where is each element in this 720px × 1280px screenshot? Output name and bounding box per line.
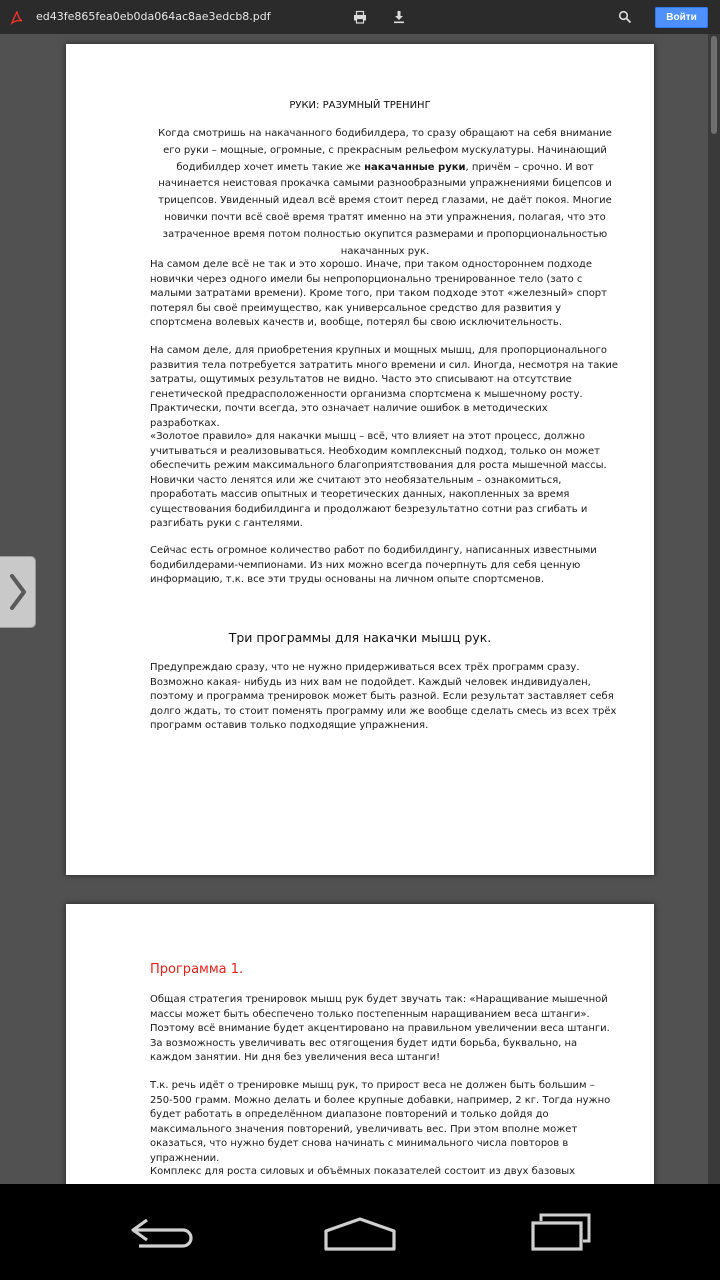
scrollbar[interactable] bbox=[708, 34, 720, 1184]
pdf-file-icon bbox=[10, 10, 24, 24]
home-icon bbox=[322, 1211, 398, 1253]
paragraph: Общая стратегия тренировок мышц рук будет звучать так: «Наращивание мышечной массы может быть обеспечено только постепенным наращиванием веса штанги». Поэтому всё внимание будет акцентировано на правильном увеличении веса штанги. За возможность увеличивать вес отягощения будет идти борьба, буквально, на каждом занятии. Ни дня без увеличения веса штанги! bbox=[150, 994, 610, 1063]
paragraph: На самом деле, для приобретения крупных и мощных мышц, для пропорционального развития тела потребуется затратить много времени и сил. Иногда, несмотря на такие затраты, ощутимых результатов не видно. Часто это списывают на отсутствие генетической предрасположенности организма спортсмена к мышечному росту. Практически, почти всегда, это означает наличие ошибок в методических разработках. bbox=[150, 345, 619, 429]
document-filename: ed43fe865fea0eb0da064ac8ae3edcb8.pdf bbox=[36, 10, 271, 23]
recent-apps-button[interactable] bbox=[520, 1204, 600, 1260]
print-icon bbox=[353, 10, 367, 24]
search-button[interactable] bbox=[616, 8, 634, 26]
signin-button[interactable]: Войти bbox=[655, 7, 708, 28]
paragraph: Предупреждаю сразу, что не нужно придерживаться всех трёх программ сразу. Возможно какая- нибудь из них вам не подойдет. Каждый человек индивидуален, поэтому и программа тренировок может быть разной. Если результат заставляет себя долго ждать, то стоит поменять программу или же вообще сделать смесь из всех трёх программ оставив только подходящие упражнения. bbox=[150, 662, 617, 731]
section-heading: Три программы для накачки мышц рук. bbox=[228, 630, 492, 645]
paragraph: Т.к. речь идёт о тренировке мышц рук, то прирост веса не должен быть большим – 250-500 грамм. Можно делать и более крупные добавки, например, 2 кг. Тогда нужно будет работать в определённом диапазоне повторений и только дойдя до максимального значения повторений, увеличивать вес. При этом вполне может оказаться, что нужно будет снова начинать с минимального числа повторов в упражнении. bbox=[150, 1080, 611, 1164]
program-heading: Программа 1. bbox=[150, 962, 244, 977]
pdf-toolbar bbox=[0, 0, 720, 34]
intro-text-part-1: Когда смотришь на накачанного бодибилдера, то сразу обращают на себя внимание его руки – мощные, огромные, с прекрасным рельефом мускулатуры. Начинающий бодибилдер хочет иметь такие же bbox=[158, 128, 612, 173]
search-icon bbox=[618, 10, 632, 24]
next-page-tab[interactable] bbox=[0, 556, 36, 628]
intro-paragraph bbox=[148, 126, 622, 260]
system-navigation-bar bbox=[0, 1184, 720, 1280]
intro-bold-text: накачанные руки bbox=[364, 161, 466, 173]
home-button[interactable] bbox=[320, 1204, 400, 1260]
paragraph: Комплекс для роста силовых и объёмных показателей состоит из двух базовых bbox=[150, 1166, 576, 1177]
paragraph: На самом деле всё не так и это хорошо. Иначе, при таком одностороннем подходе новички через одного имели бы непропорционально тренированное тело (зато с малыми затратами времени). Кроме того, при таком подходе этот «железный» спорт потерял бы своё преимущество, как универсальное средство для развития у спортсмена волевых качеств и, вообще, потерял бы свою исключительность. bbox=[150, 259, 607, 328]
intro-text-part-2: , причём – срочно. И вот начинается неистовая прокачка самыми разнообразными упражнениями бицепсов и трицепсов. Увиденный идеал всё время стоит перед глазами, не даёт покоя. Многие новички почти всё своё время тратят именно на эти упражнения, полагая, что это затраченное время потом полностью окупится размерами и пропорциональностью накачанных рук. bbox=[158, 161, 612, 257]
document-title: РУКИ: РАЗУМНЫЙ ТРЕНИНГ bbox=[289, 100, 431, 111]
chevron-right-icon bbox=[6, 570, 30, 614]
pdf-page-1 bbox=[66, 44, 654, 875]
scrollbar-thumb[interactable] bbox=[711, 36, 717, 134]
download-icon bbox=[392, 10, 406, 24]
recent-apps-icon bbox=[525, 1211, 595, 1253]
back-icon bbox=[125, 1212, 195, 1252]
paragraph: «Золотое правило» для накачки мышц – всё, что влияет на этот процесс, должно учитываться и реализовываться. Необходим комплексный подход, только он может обеспечить режим максимального благоприятствования для роста мышечной массы. Новички часто ленятся или же считают это необязательным – ознакомиться, проработать массив опытных и теоретических данных, накопленных за время существования бодибилдинга и продолжают безрезультатно сотни раз сгибать и разгибать руки с гантелями. bbox=[150, 431, 607, 529]
pdf-page-2 bbox=[66, 904, 654, 1194]
print-button[interactable] bbox=[351, 8, 369, 26]
download-button[interactable] bbox=[390, 8, 408, 26]
back-button[interactable] bbox=[120, 1204, 200, 1260]
paragraph: Сейчас есть огромное количество работ по бодибилдингу, написанных известными бодибилдерами-чемпионами. Из них можно всегда почерпнуть для себя ценную информацию, т.к. все эти труды основаны на личном опыте спортсменов. bbox=[150, 545, 597, 585]
